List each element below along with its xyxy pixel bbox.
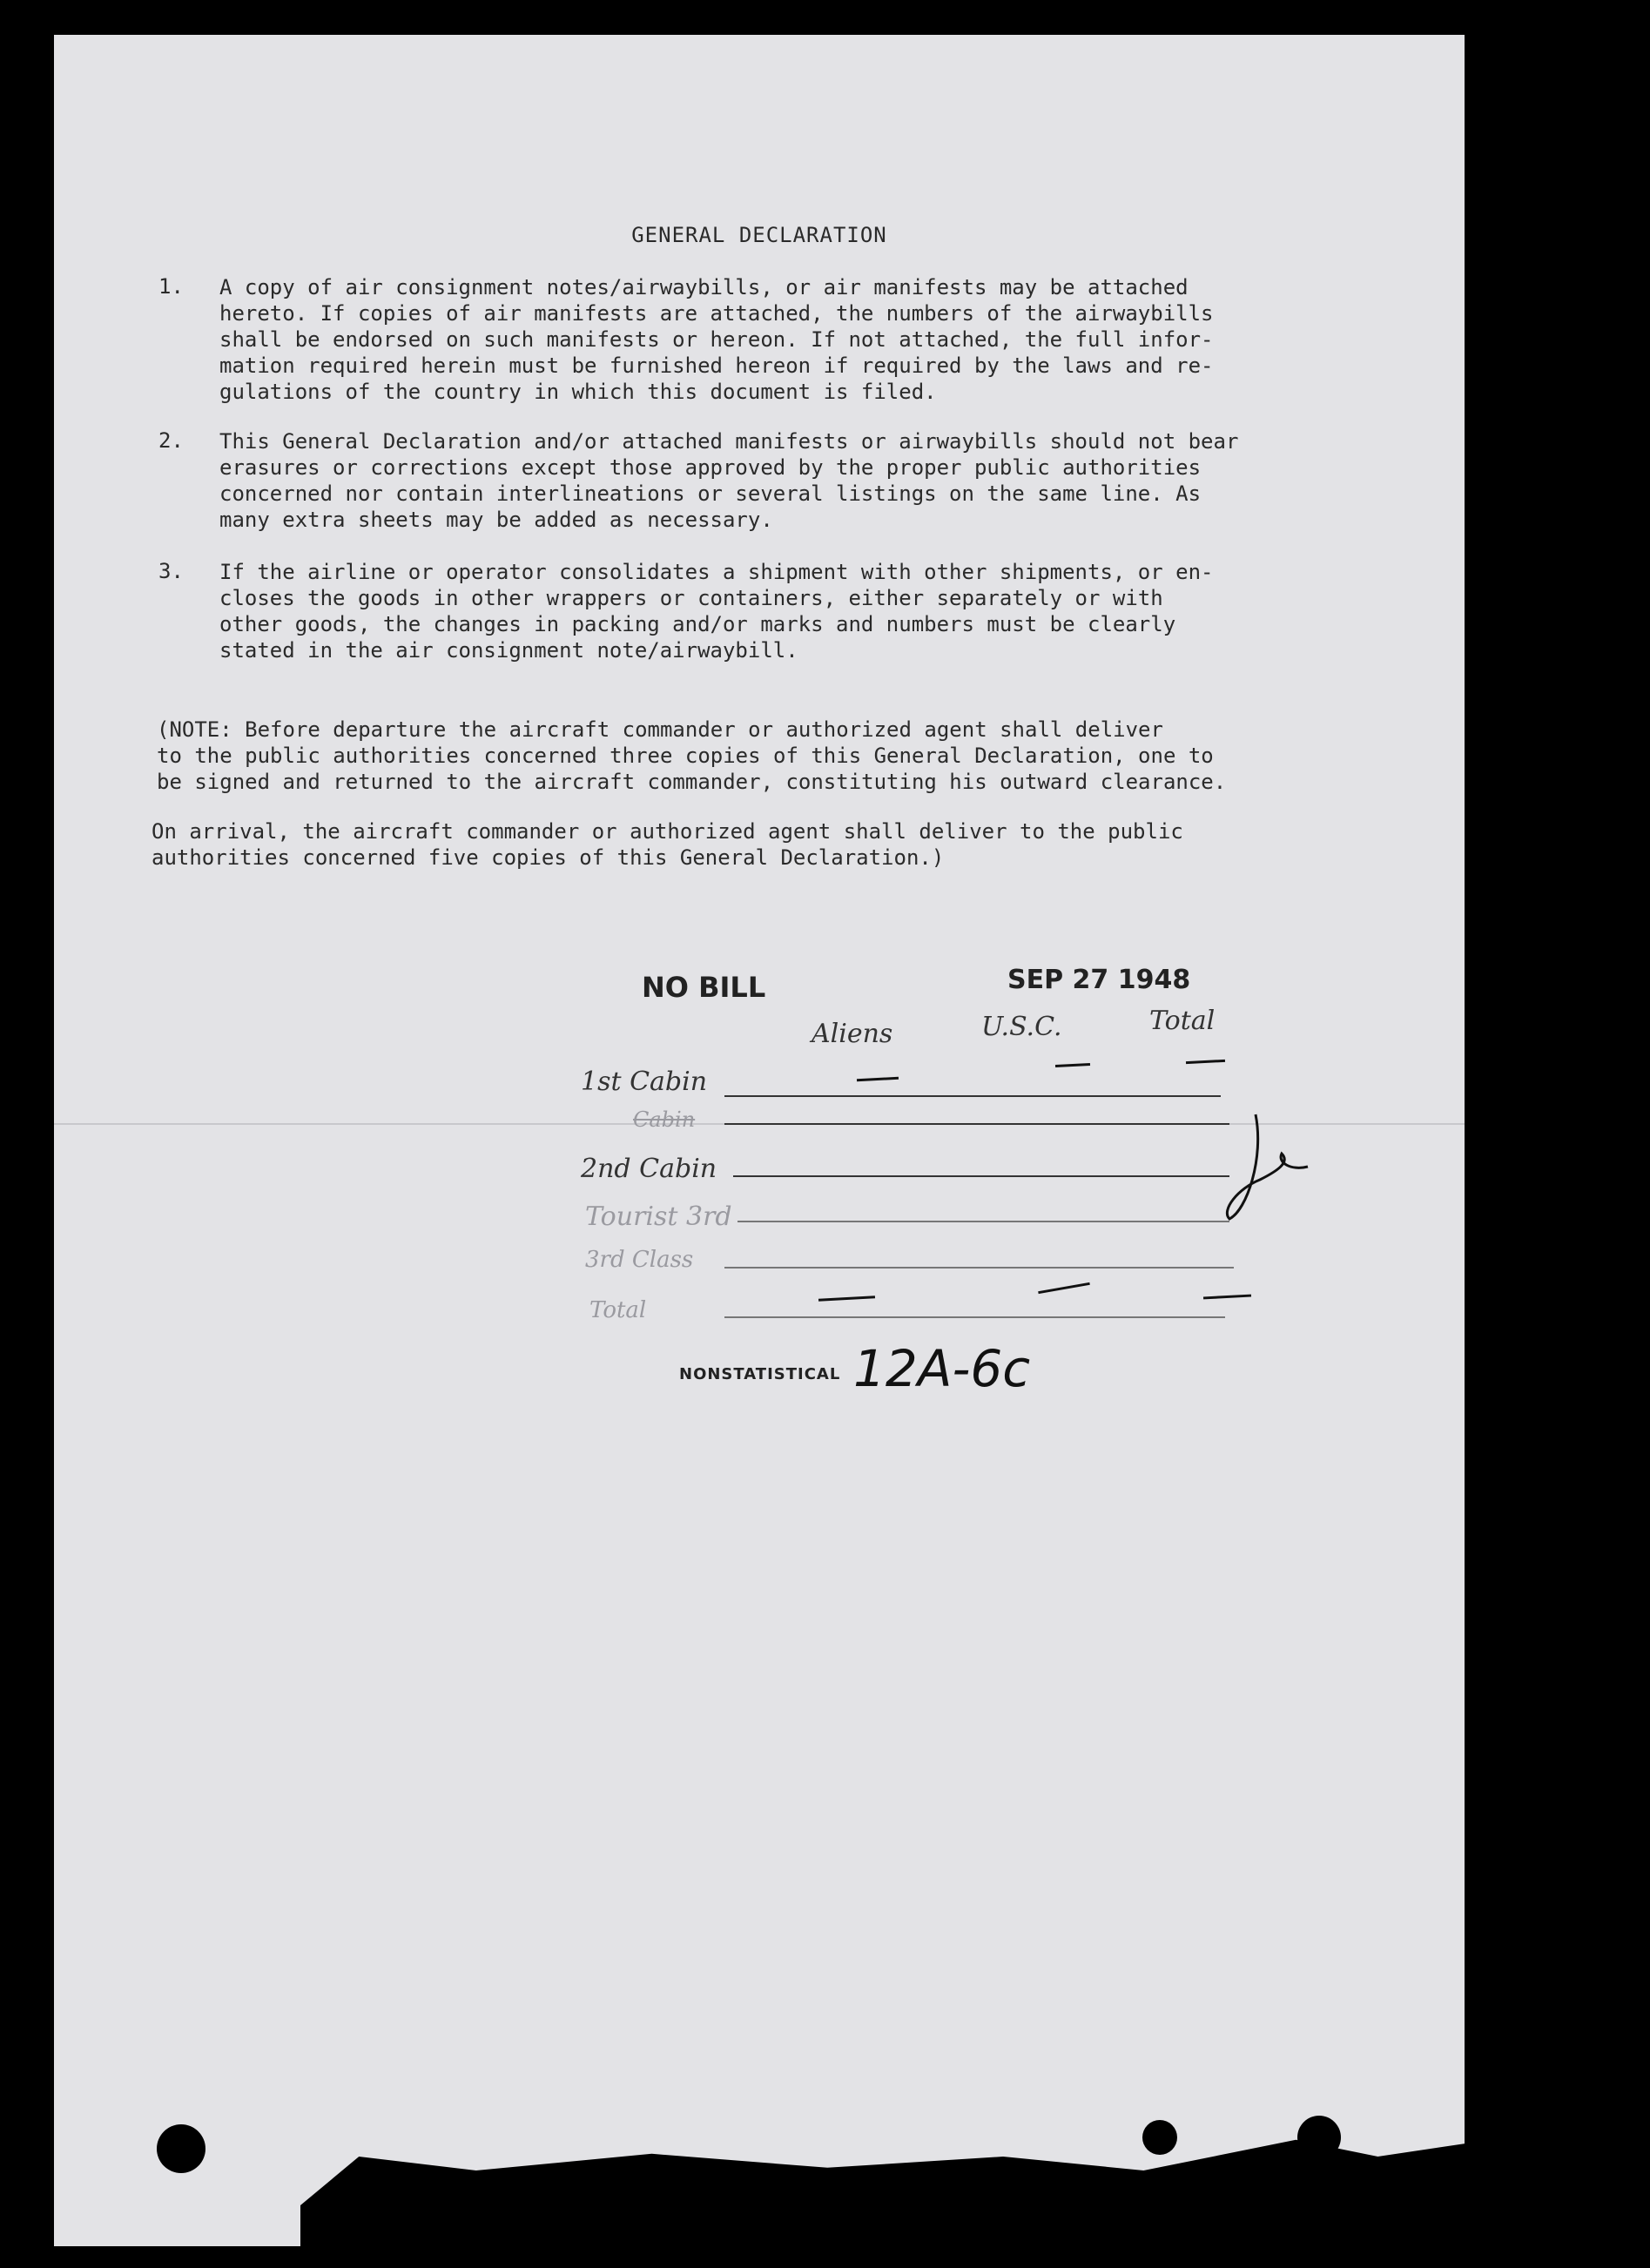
item-text: This General Declaration and/or attached manifests or airwaybills should not bear erasures or corrections except those approved by the proper public authorities concerned nor contain interlineations or several listings on the same line. As many extra sheets may be added as necessary. <box>219 429 1239 532</box>
note-paragraph: (NOTE: Before departure the aircraft commander or authorized agent shall deliver to the public authorities concerned three copies of this General Declaration, one to be signed and returned to the aircraft commander, constituting his outward clearance. <box>157 717 1227 794</box>
row-2nd-cabin: 2nd Cabin <box>581 1154 717 1184</box>
row-line <box>724 1316 1225 1318</box>
row-line <box>724 1095 1221 1097</box>
date-stamp: SEP 27 1948 <box>1007 965 1191 995</box>
header-total: Total <box>1149 1006 1216 1036</box>
row-line <box>724 1123 1229 1125</box>
row-3rd-class: 3rd Class <box>585 1247 694 1273</box>
handwritten-code: 12A-6c <box>853 1339 1031 1398</box>
row-line <box>733 1175 1229 1177</box>
nonstatistical-stamp: NONSTATISTICAL <box>679 1365 841 1383</box>
dash-mark <box>1186 1060 1225 1064</box>
item-text: A copy of air consignment notes/airwaybills, or air manifests may be attached hereto. If copies of air manifests are attached, the numbers of the airwaybills shall be endorsed on such manifests or hereon. If not attached, the full infor- mation required herein must be furnished hereon if required by the laws and re- gulations of the country in which this document is filed. <box>219 275 1214 404</box>
row-1st-cabin: 1st Cabin <box>581 1067 708 1097</box>
dash-mark <box>1203 1295 1251 1300</box>
punch-hole <box>157 2124 205 2173</box>
row-total: Total <box>589 1297 647 1323</box>
item-number: 2. <box>158 428 184 453</box>
dash-mark <box>857 1077 899 1082</box>
dash-mark <box>1038 1282 1090 1294</box>
item-number: 1. <box>158 274 184 299</box>
no-bill-stamp: NO BILL <box>642 971 766 1004</box>
document-sheet <box>54 35 1465 2246</box>
row-cabin: Cabin <box>633 1107 696 1132</box>
row-line <box>724 1267 1234 1269</box>
arrival-paragraph: On arrival, the aircraft commander or authorized agent shall deliver to the public authorities concerned five copies of this General Declaration.) <box>152 819 1183 870</box>
document-title: GENERAL DECLARATION <box>631 223 887 247</box>
row-line <box>737 1221 1229 1222</box>
dash-mark <box>818 1296 875 1301</box>
handwritten-initials <box>1221 1106 1317 1245</box>
row-tourist-3rd: Tourist 3rd <box>585 1201 732 1232</box>
punch-hole <box>1297 2116 1341 2159</box>
header-usc: U.S.C. <box>981 1012 1062 1042</box>
item-number: 3. <box>158 559 184 583</box>
item-text: If the airline or operator consolidates a shipment with other shipments, or en- closes the goods in other wrappers or containers, either separately or with other goods, the changes in packing and/or marks and numbers must be clearly stated in the air consignment note/airwaybill. <box>219 560 1214 663</box>
dash-mark <box>1055 1063 1090 1067</box>
punch-hole <box>1142 2120 1177 2155</box>
header-aliens: Aliens <box>812 1019 893 1049</box>
